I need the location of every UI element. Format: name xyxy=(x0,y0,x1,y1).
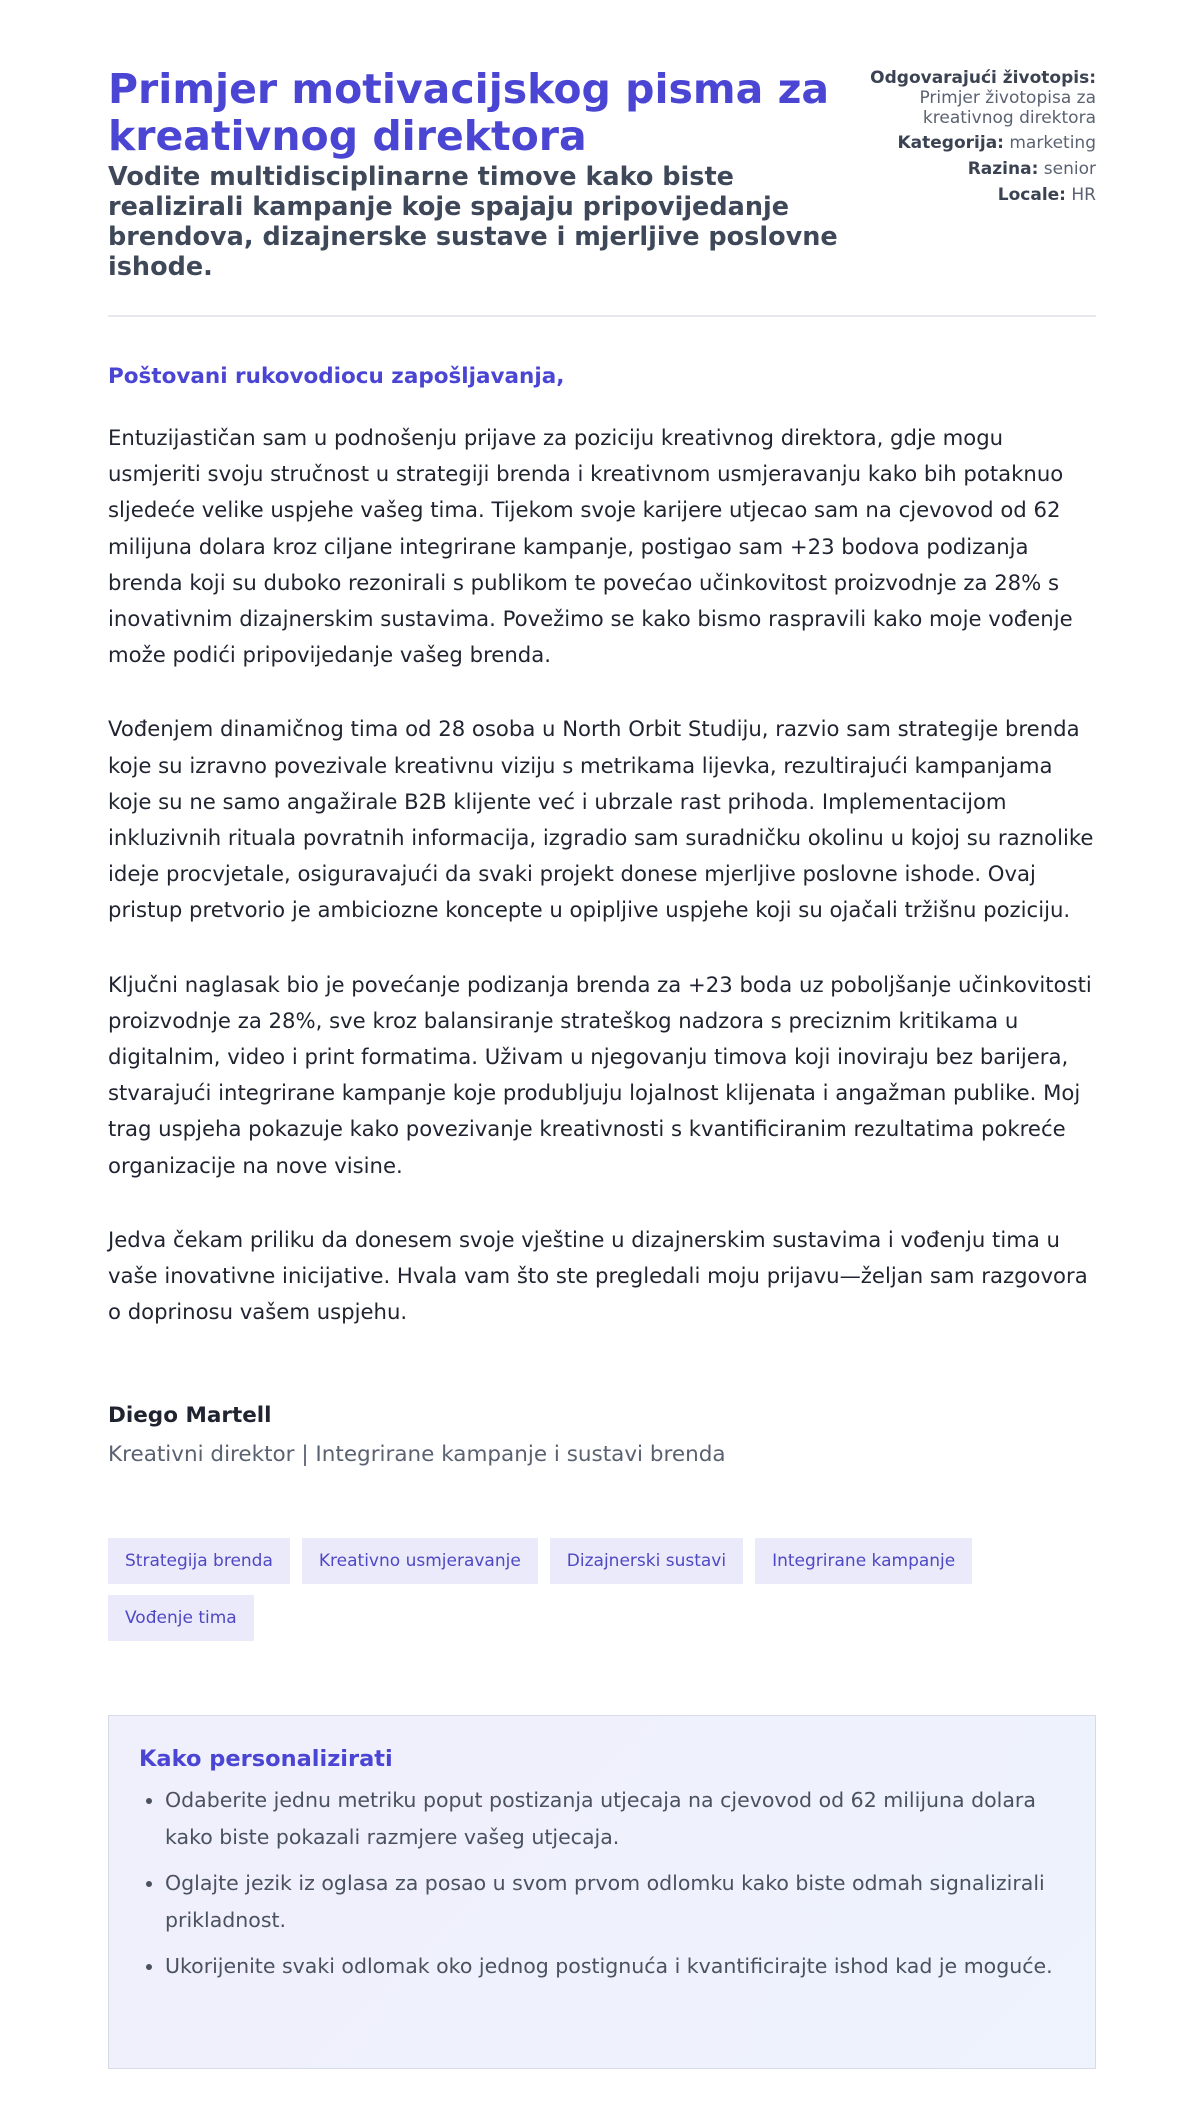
page-subtitle: Vodite multidisciplinarne timove kako biste realizirali kampanje koje spajaju pripovijedanje brendova, dizajnerske sustave i mjerljive poslovne ishode. xyxy=(108,162,838,282)
meta-panel xyxy=(851,66,1096,282)
skill-tags xyxy=(108,1538,1098,1641)
title-block xyxy=(108,66,851,282)
meta-resume xyxy=(851,68,1096,128)
signature-name: Diego Martell xyxy=(108,1403,272,1428)
letter-paragraph: Entuzijastičan sam u podnošenju prijave za poziciju kreativnog direktora, gdje mogu usmjeriti svoju stručnost u strategiji brenda i kreativnom usmjeravanju kako bih potaknuo sljedeće velike uspjehe vašeg tima. Tijekom svoje karijere utjecao sam na cjevovod od 62 milijuna dolara kroz ciljane integrirane kampanje, postigao sam +23 bodova podizanja brenda koji su duboko rezonirali s publikom te povećao učinkovitost proizvodnje za 28% s inovativnim dizajnerskim sustavima. Povežimo se kako bismo raspravili kako moje vođenje može podići pripovijedanje vašeg brenda. xyxy=(108,425,1073,668)
tips-list xyxy=(139,1782,1065,1985)
page-title: Primjer motivacijskog pisma za kreativnog direktora xyxy=(108,65,830,160)
letter-paragraph: Jedva čekam priliku da donesem svoje vještine u dizajnerskim sustavima i vođenju tima u vaše inovativne inicijative. Hvala vam što ste pregledali moju prijavu—željan sam razgovora o doprinosu vašem uspjehu. xyxy=(108,1226,1088,1325)
letter-salutation: Poštovani rukovodiocu zapošljavanja, xyxy=(108,364,565,389)
meta-category-value: marketing xyxy=(1009,133,1096,153)
tip-item: • Odaberite jednu metriku poput postizanja utjecaja na cjevovod od 62 milijuna dolara kako biste pokazali razmjere vašeg utjecaja. xyxy=(165,1782,1065,1855)
letter-paragraph: Vođenjem dinamičnog tima od 28 osoba u North Orbit Studiju, razvio sam strategije brenda koje su izravno povezivale kreativnu viziju s metrikama lijevka, rezultirajući kampanjama koje su ne samo angažirale B2B klijente već i ubrzale rast prihoda. Implementacijom inkluzivnih rituala povratnih informacija, izgradio sam suradničku okolinu u kojoj su raznolike ideje procvjetale, osiguravajući da svaki projekt donese mjerljive poslovne ishode. Ovaj pristup pretvorio je ambiciozne koncepte u opipljive uspjehe koji su ojačali tržišnu poziciju. xyxy=(108,716,1094,923)
letter-paragraph: Ključni naglasak bio je povećanje podizanja brenda za +23 boda uz poboljšanje učinkovitosti proizvodnje za 28%, sve kroz balansiranje strateškog nadzora s preciznim kritikama u digitalnim, video i print formatima. Uživam u njegovanju timova koji inoviraju bez barijera, stvarajući integrirane kampanje koje produbljuju lojalnost klijenata i angažman publike. Moj trag uspjeha pokazuje kako povezivanje kreativnosti s kvantificiranim rezultatima pokreće organizacije na nove visine. xyxy=(108,971,1092,1178)
skill-tag: Vođenje tima xyxy=(108,1595,254,1641)
personalize-tips-box xyxy=(108,1715,1096,2069)
skill-tag: Dizajnerski sustavi xyxy=(550,1538,743,1584)
meta-locale xyxy=(851,185,1096,205)
tips-title: Kako personalizirati xyxy=(139,1746,393,1772)
skill-tag: Strategija brenda xyxy=(108,1538,290,1584)
signature-title: Kreativni direktor | Integrirane kampanje i sustavi brenda xyxy=(108,1442,726,1467)
tip-item: • Ukorijenite svaki odlomak oko jednog postignuća i kvantificirajte ishod kad je moguće. xyxy=(165,1948,1065,1985)
header-divider xyxy=(108,315,1096,317)
meta-level xyxy=(851,159,1096,179)
letter-body xyxy=(108,420,1100,1368)
meta-level-label: Razina: xyxy=(967,159,1039,179)
meta-category xyxy=(851,133,1096,153)
meta-locale-label: Locale: xyxy=(997,185,1066,205)
meta-level-value: senior xyxy=(1043,159,1096,179)
meta-resume-label: Odgovarajući životopis: xyxy=(870,68,1096,88)
meta-resume-value[interactable]: Primjer životopisa za kreativnog direktora xyxy=(919,88,1096,128)
meta-category-label: Kategorija: xyxy=(897,133,1004,153)
tip-item: • Oglajte jezik iz oglasa za posao u svom prvom odlomku kako biste odmah signalizirali prikladnost. xyxy=(165,1865,1065,1938)
page-header xyxy=(108,66,1096,282)
meta-locale-value: HR xyxy=(1071,185,1096,205)
skill-tag: Integrirane kampanje xyxy=(755,1538,972,1584)
skill-tag: Kreativno usmjeravanje xyxy=(302,1538,538,1584)
signature-block xyxy=(108,1403,726,1467)
